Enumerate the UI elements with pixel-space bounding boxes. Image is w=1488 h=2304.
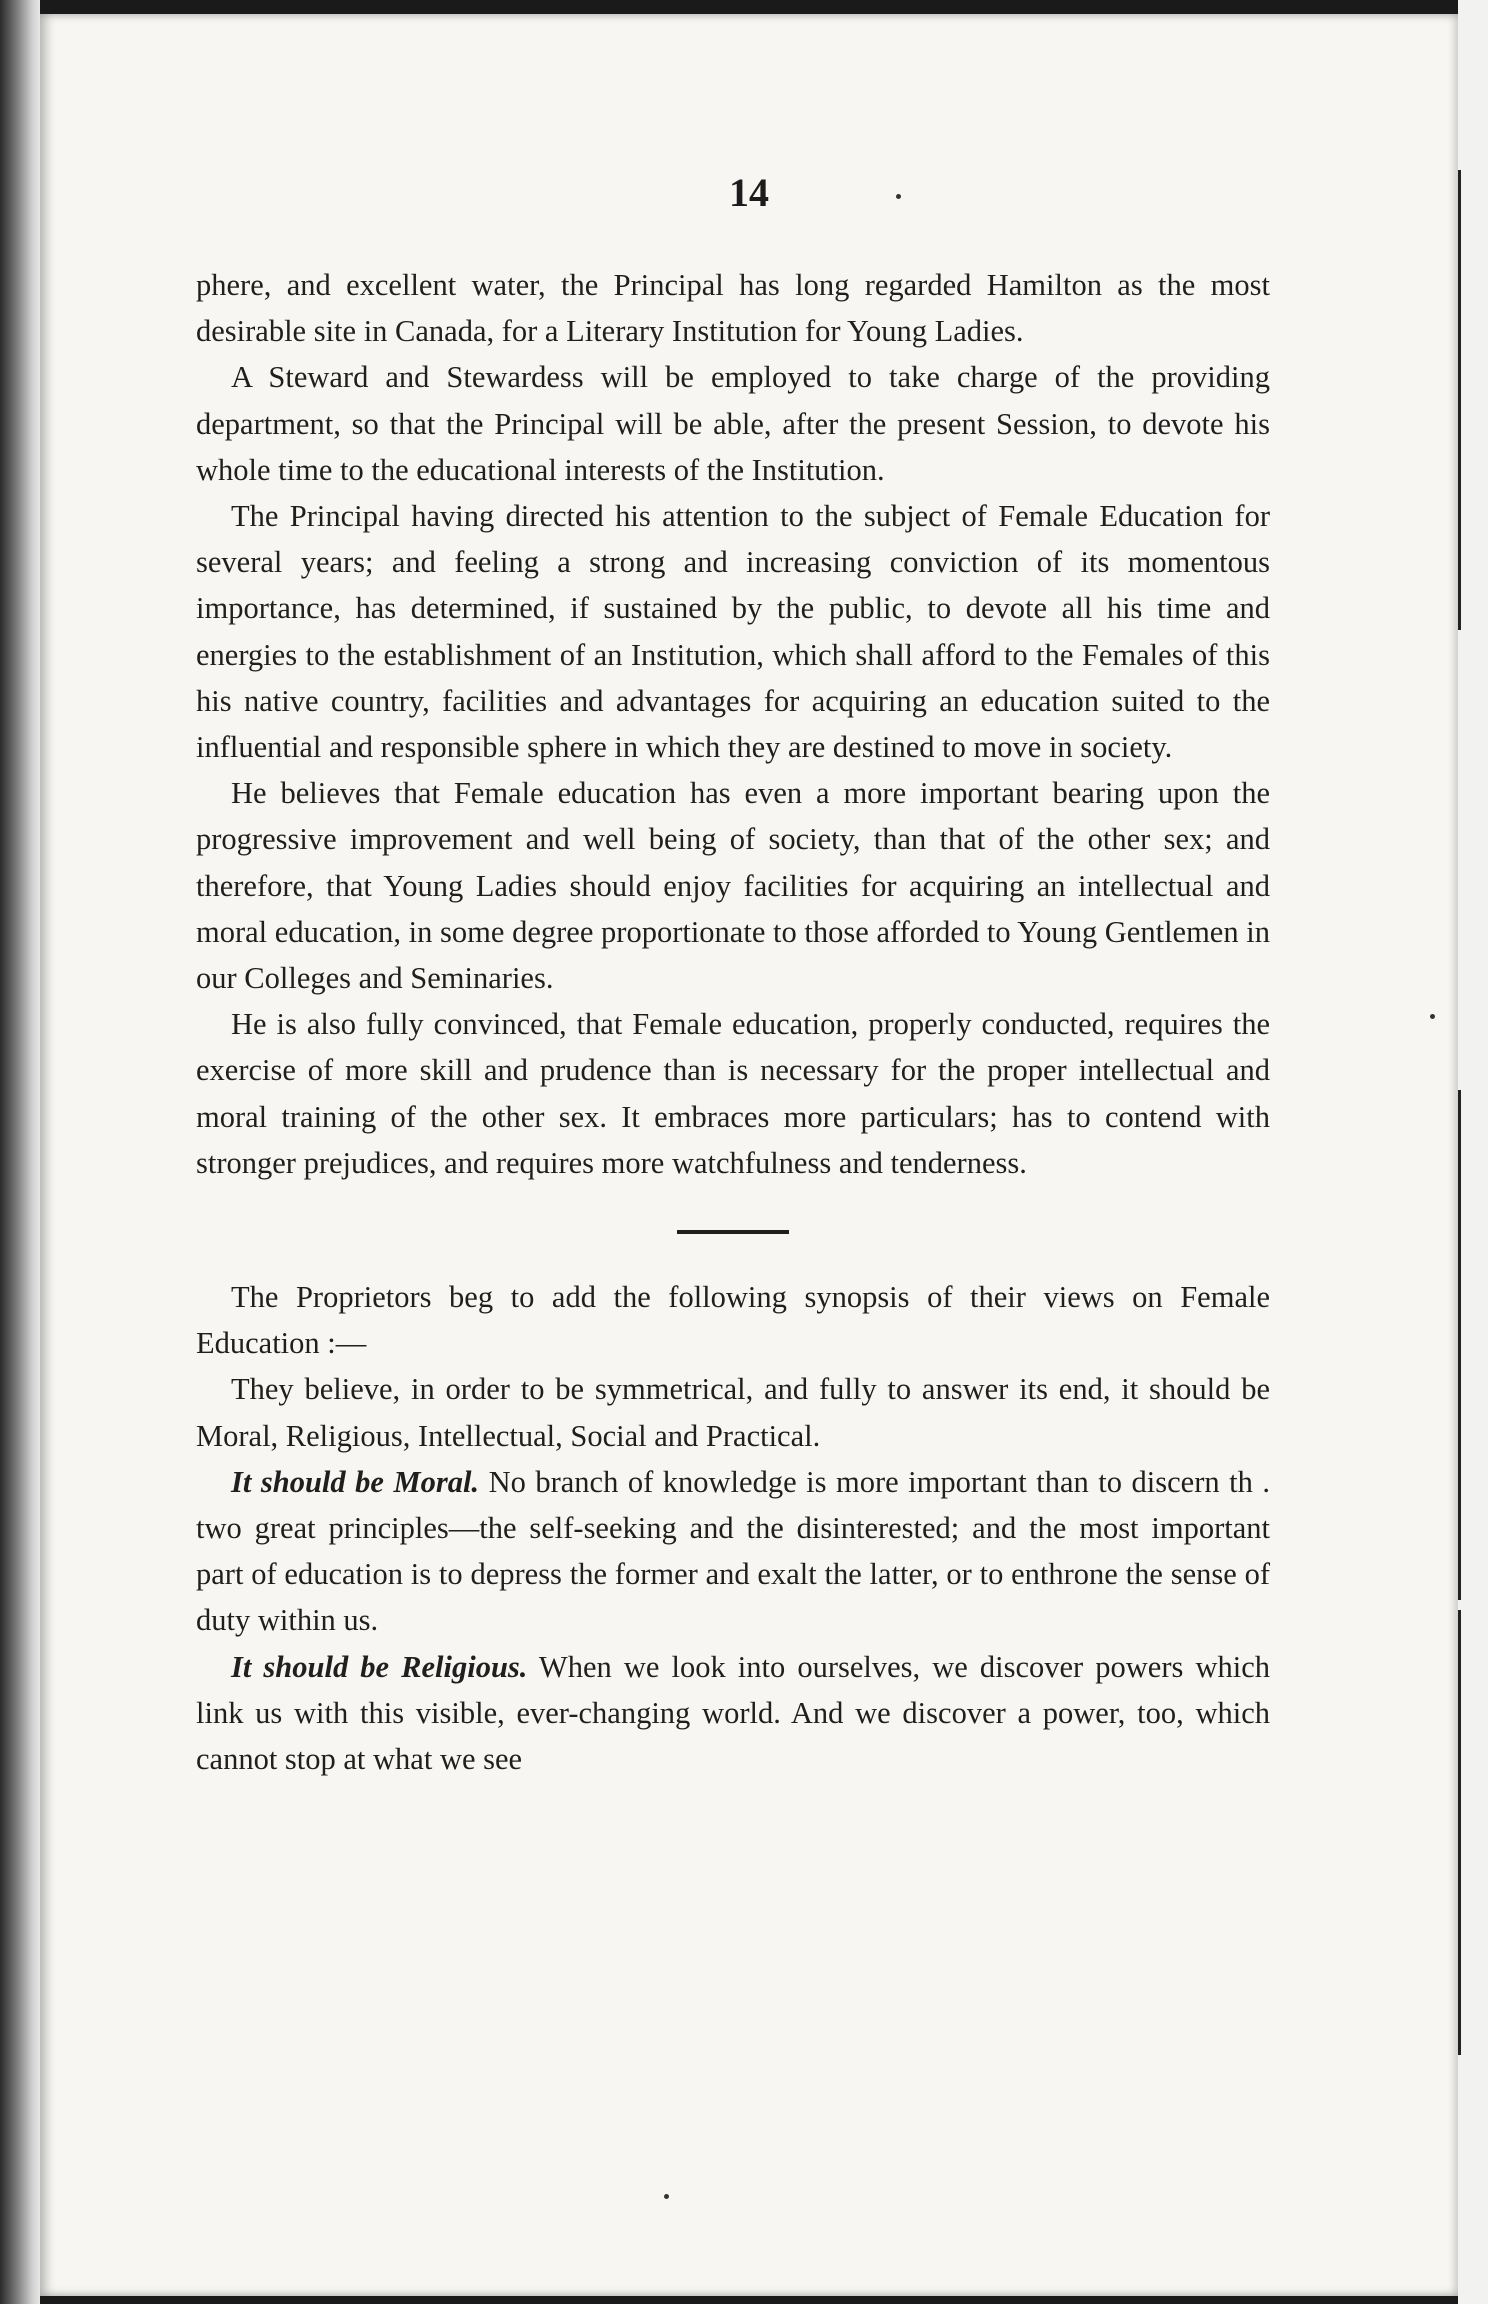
moral-text: No branch of knowledge is more important than to discern th . two great principles—the self-seeking and the disinterested; and the most important part of education is to depress the former and exalt the latter, or to enthrone the sense of duty within us. bbox=[196, 1464, 1270, 1638]
page-number: 14 bbox=[729, 170, 769, 215]
religious-text: When we look into ourselves, we discover powers which link us with this visible, ever-changing world. And we discover a power, too, which cannot stop at what we see bbox=[196, 1649, 1270, 1777]
paper-speck bbox=[664, 2194, 669, 2199]
moral-heading: It should be Moral. bbox=[231, 1464, 480, 1499]
paper-speck bbox=[896, 194, 901, 199]
book-binding-edge bbox=[0, 0, 40, 2304]
paragraph-3: The Principal having directed his attention to the subject of Female Education for several years; and feeling a strong and increasing conviction of its momentous importance, has determined, if sustained by the public, to devote all his time and energies to the establishment of an Institution, which shall afford to the Females of this his native country, facilities and advantages for acquiring an education suited to the influential and responsible sphere in which they are destined to move in society. bbox=[196, 499, 1270, 765]
religious-heading: It should be Religious. bbox=[231, 1649, 528, 1684]
section-divider bbox=[677, 1230, 789, 1234]
book-page bbox=[40, 14, 1458, 2296]
paragraph-9 bbox=[196, 1644, 1270, 1783]
paragraph-1: phere, and excellent water, the Principal has long regarded Hamilton as the most desirable site in Canada, for a Literary Institution for Young Ladies. bbox=[196, 268, 1270, 349]
paragraph-5: He is also fully convinced, that Female education, properly conducted, requires the exercise of more skill and prudence than is necessary for the proper intellectual and moral training of the other sex. It embraces more particulars; has to contend with stronger prejudices, and requires more watchfulness and tenderness. bbox=[196, 1007, 1270, 1180]
paragraph-8 bbox=[196, 1459, 1270, 1644]
paragraph-6: The Proprietors beg to add the following synopsis of their views on Female Education :— bbox=[196, 1280, 1270, 1361]
page-right-margin bbox=[1458, 0, 1488, 2304]
page-body bbox=[196, 262, 1270, 1782]
paragraph-4: He believes that Female education has even a more important bearing upon the progressive improvement and well being of society, than that of the other sex; and therefore, that Young Ladies should enjoy facilities for acquiring an intellectual and moral education, in some degree proportionate to those afforded to Young Gentlemen in our Colleges and Seminaries. bbox=[196, 776, 1270, 996]
paper-speck bbox=[1430, 1014, 1435, 1019]
paragraph-2: A Steward and Stewardess will be employed to take charge of the providing department, so that the Principal will be able, after the present Session, to devote his whole time to the educational interests of the Institution. bbox=[196, 360, 1270, 487]
paragraph-7: They believe, in order to be symmetrical, and fully to answer its end, it should be Moral, Religious, Intellectual, Social and Practical. bbox=[196, 1372, 1270, 1453]
